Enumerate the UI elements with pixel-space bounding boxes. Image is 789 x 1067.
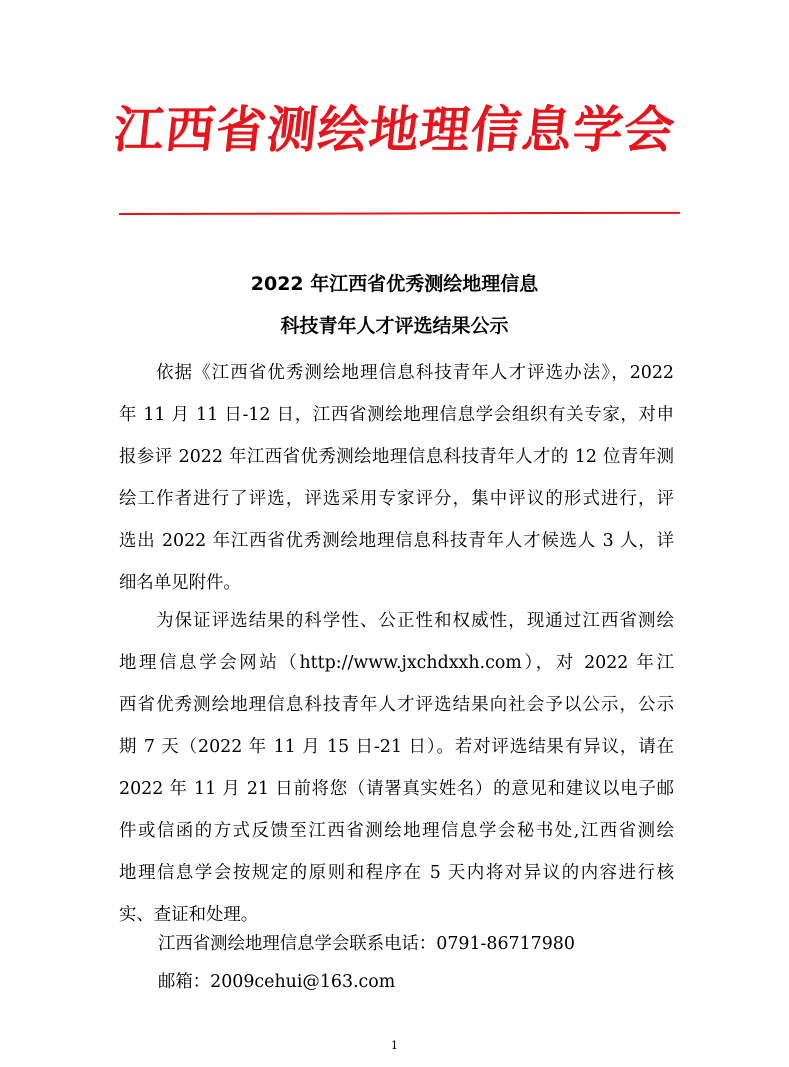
paragraph-line: 细名单见附件。 [119, 573, 241, 593]
paragraph-line: 件或信函的方式反馈至江西省测绘地理信息学会秘书处,江西省测绘 [119, 821, 674, 841]
body-paragraph-2 [119, 600, 674, 936]
paragraph-line: 报参评 2022 年江西省优秀测绘地理信息科技青年人才的 12 位青年测 [119, 447, 674, 467]
paragraph-line: 地理信息学会按规定的原则和程序在 5 天内将对异议的内容进行核 [119, 863, 674, 883]
paragraph-line: 选出 2022 年江西省优秀测绘地理信息科技青年人才候选人 3 人，详 [119, 531, 674, 551]
paragraph-line: 期 7 天（2022 年 11 月 15 日-21 日）。若对评选结果有异议，请在 [119, 737, 674, 757]
document-title-line-2: 科技青年人才评选结果公示 [280, 315, 509, 337]
paragraph-line: 地理信息学会网站（http://www.jxchdxxh.com），对 2022 年江 [119, 653, 674, 673]
organization-letterhead: 江西省测绘地理信息学会 [110, 100, 679, 159]
page-number: 1 [391, 1039, 398, 1052]
document-title-line-1: 2022 年江西省优秀测绘地理信息 [250, 273, 539, 295]
paragraph-line: 2022 年 11 月 21 日前将您（请署真实姓名）的意见和建议以电子邮 [119, 779, 674, 799]
contact-phone-line: 江西省测绘地理信息学会联系电话：0791-86717980 [158, 934, 575, 954]
letterhead-red-rule [119, 212, 680, 215]
paragraph-line: 依据《江西省优秀测绘地理信息科技青年人才评选办法》，2022 [119, 363, 674, 383]
paragraph-line: 西省优秀测绘地理信息科技青年人才评选结果向社会予以公示，公示 [119, 695, 674, 715]
paragraph-line: 实、查证和处理。 [119, 905, 259, 925]
paragraph-line: 绘工作者进行了评选，评选采用专家评分，集中评议的形式进行，评 [119, 489, 674, 509]
paragraph-line: 为保证评选结果的科学性、公正性和权威性，现通过江西省测绘 [119, 611, 674, 631]
contact-email-line: 邮箱：2009cehui@163.com [158, 972, 396, 992]
paragraph-line: 年 11 月 11 日-12 日，江西省测绘地理信息学会组织有关专家，对申 [119, 405, 674, 425]
body-paragraph-1 [119, 352, 674, 604]
